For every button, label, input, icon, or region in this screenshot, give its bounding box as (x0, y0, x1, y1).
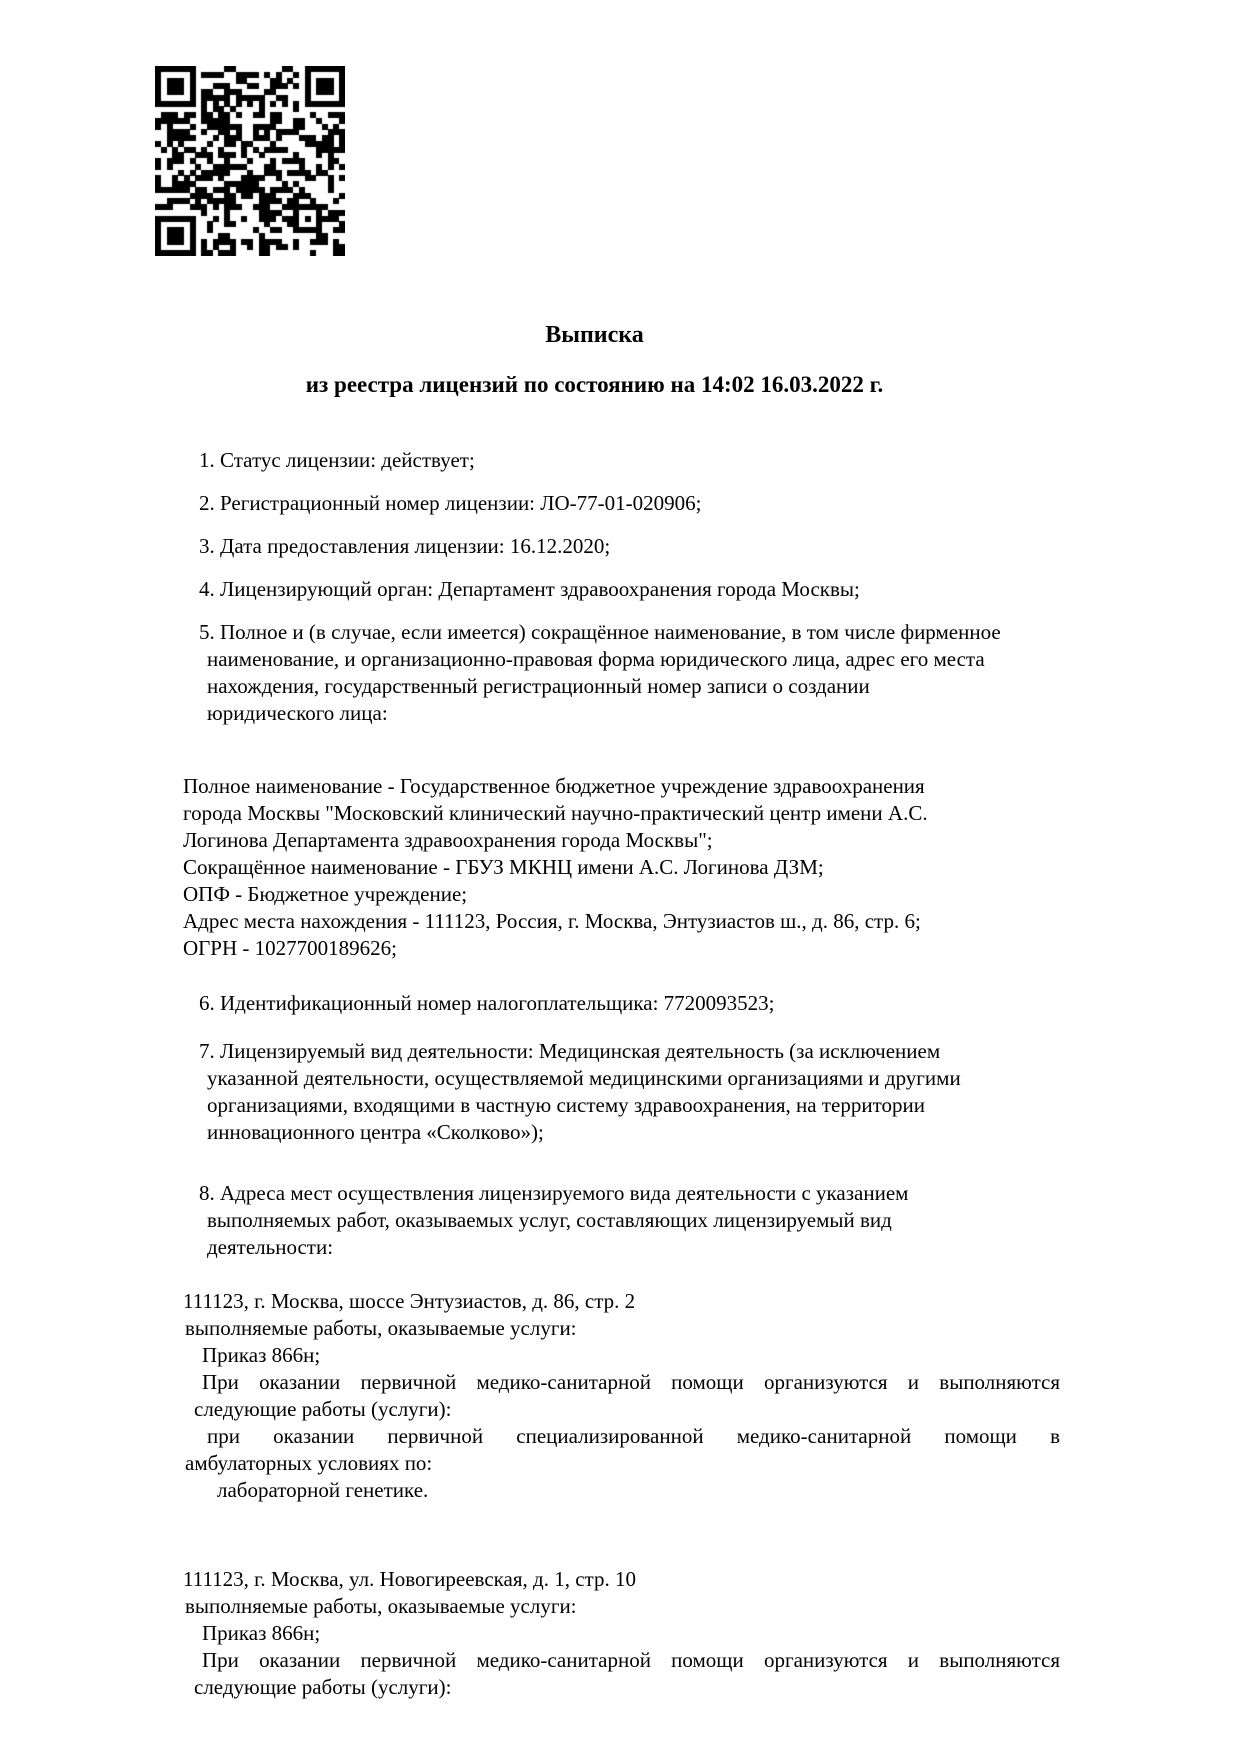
item-8-line: 8. Адреса мест осуществления лицензируемого вида деятельности с указанием (199, 1181, 909, 1205)
address-1-works-line: при оказании первичной специализированной медико-санитарной помощи в (207, 1424, 1060, 1448)
org-opf: ОПФ - Бюджетное учреждение; (183, 882, 468, 906)
item-7-line: 7. Лицензируемый вид деятельности: Медицинская деятельность (за исключением (199, 1039, 941, 1063)
address-2-works-label: выполняемые работы, оказываемые услуги: (185, 1594, 577, 1618)
item-7-line: инновационного центра «Сколково»); (207, 1120, 544, 1144)
item-5-legal-entity-names (183, 619, 1060, 727)
item-3-grant-date: 3. Дата предоставления лицензии: 16.12.2020; (199, 534, 611, 558)
address-1-works-label: выполняемые работы, оказываемые услуги: (185, 1316, 577, 1340)
doc-subtitle: из реестра лицензий по состоянию на 14:02 16.03.2022 г. (305, 372, 884, 397)
address-1-works-line: следующие работы (услуги): (194, 1397, 452, 1421)
item-5-line: 5. Полное и (в случае, если имеется) сокращённое наименование, в том числе фирменное (199, 620, 1001, 644)
document-body (183, 0, 1060, 1701)
doc-title: Выписка (545, 322, 644, 348)
address-block-1 (183, 1288, 1060, 1504)
item-4-licensing-authority: 4. Лицензирующий орган: Департамент здравоохранения города Москвы; (199, 577, 860, 601)
org-full-name-line: Логинова Департамента здравоохранения города Москвы"; (183, 828, 713, 852)
org-full-name-line: города Москвы "Московский клинический научно-практический центр имени А.С. (183, 801, 928, 825)
item-7-line: указанной деятельности, осуществляемой медицинскими организациями и другими (207, 1066, 961, 1090)
address-block-2 (183, 1566, 1060, 1701)
address-2-order: Приказ 866н; (202, 1621, 321, 1645)
address-1: 111123, г. Москва, шоссе Энтузиастов, д. 86, стр. 2 (183, 1289, 636, 1313)
item-8-activity-addresses (183, 1180, 1060, 1261)
item-5-line: нахождения, государственный регистрационный номер записи о создании (207, 674, 870, 698)
org-short-name: Сокращённое наименование - ГБУЗ МКНЦ имени А.С. Логинова ДЗМ; (183, 855, 824, 879)
item-2-registration-number: 2. Регистрационный номер лицензии: ЛО-77-01-020906; (199, 491, 702, 515)
item-8-line: деятельности: (207, 1235, 334, 1259)
org-ogrn: ОГРН - 1027700189626; (183, 936, 397, 960)
org-address: Адрес места нахождения - 111123, Россия, г. Москва, Энтузиастов ш., д. 86, стр. 6; (183, 909, 921, 933)
address-2-works-line: При оказании первичной медико-санитарной помощи организуются и выполняются (202, 1648, 1060, 1672)
item-7-licensed-activity (183, 1038, 1060, 1146)
org-full-name-line: Полное наименование - Государственное бюджетное учреждение здравоохранения (183, 774, 925, 798)
item-5-line: наименование, и организационно-правовая форма юридического лица, адрес его места (207, 647, 985, 671)
item-1-license-status: 1. Статус лицензии: действует; (199, 448, 475, 472)
address-1-order: Приказ 866н; (202, 1343, 321, 1367)
organization-details (183, 773, 1060, 962)
item-6-inn: 6. Идентификационный номер налогоплательщика: 7720093523; (199, 991, 775, 1015)
item-5-line: юридического лица: (207, 701, 388, 725)
address-1-works-line: При оказании первичной медико-санитарной помощи организуются и выполняются (202, 1370, 1060, 1394)
address-2-works-line: следующие работы (услуги): (194, 1675, 452, 1699)
address-1-works-line: лабораторной генетике. (217, 1478, 429, 1502)
address-1-works-line: амбулаторных условиях по: (185, 1451, 433, 1475)
address-2: 111123, г. Москва, ул. Новогиреевская, д. 1, стр. 10 (183, 1567, 636, 1591)
item-8-line: выполняемых работ, оказываемых услуг, составляющих лицензируемый вид (207, 1208, 892, 1232)
item-7-line: организациями, входящими в частную систему здравоохранения, на территории (207, 1093, 925, 1117)
